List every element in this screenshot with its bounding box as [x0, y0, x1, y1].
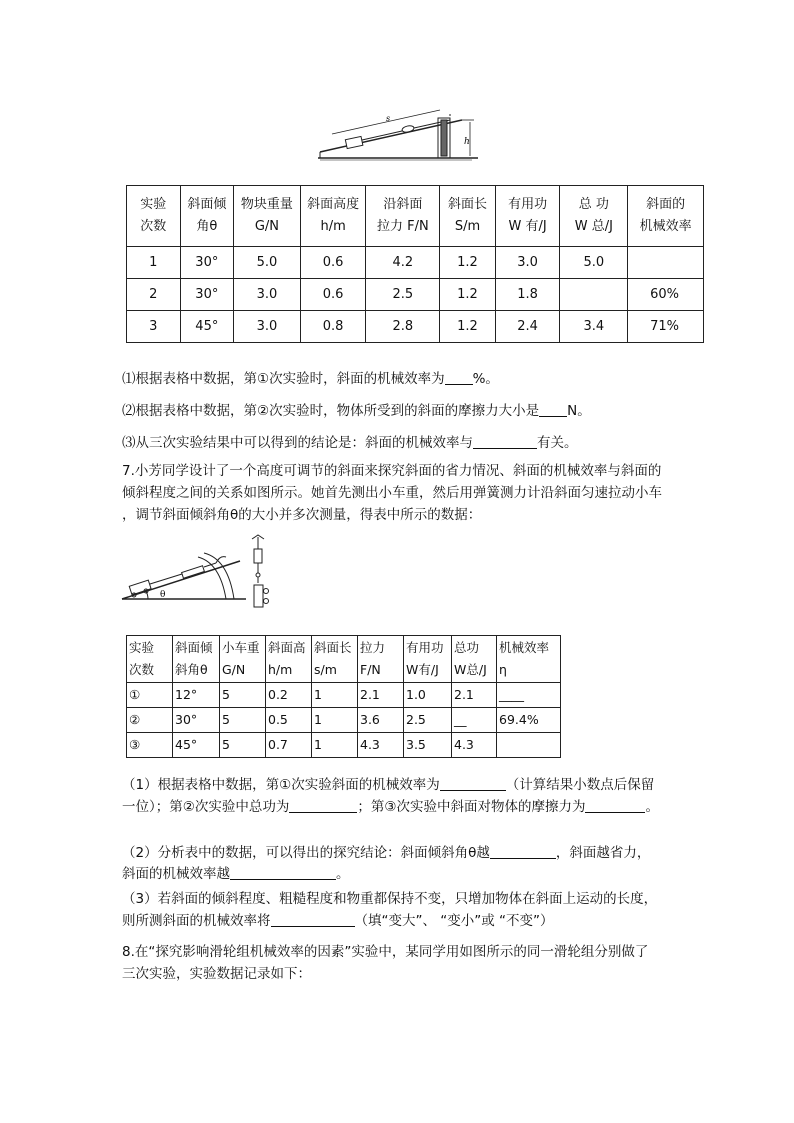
header-cell: 有用功 W有/J — [404, 636, 452, 683]
header-cell: 有用功 W 有/J — [495, 186, 560, 247]
label-h: h — [464, 137, 470, 147]
answer-blank[interactable] — [440, 776, 506, 791]
table-row: ③ 45° 5 0.7 1 4.3 3.5 4.3 — [127, 733, 561, 758]
table-header-row — [127, 636, 561, 683]
header-cell: 总 功 W 总/J — [560, 186, 628, 247]
incline-figure-2 — [120, 533, 280, 615]
header-cell: 斜面高 h/m — [266, 636, 312, 683]
header-cell: 沿斜面 拉力 F/N — [366, 186, 440, 247]
header-cell: 机械效率 η — [497, 636, 561, 683]
angle-theta-label: θ — [160, 590, 166, 600]
q8-intro: 8.在“探究影响滑轮组机械效率的因素”实验中，某同学用如图所示的同一滑轮组分别做了 三次实验，实验数据记录如下： — [122, 944, 649, 982]
header-cell: 斜面的 机械效率 — [628, 186, 704, 247]
header-cell: 斜面长 S/m — [440, 186, 496, 247]
table-row: ② 30° 5 0.5 1 3.6 2.5 __ 69.4% — [127, 708, 561, 733]
table-row: 1 30° 5.0 0.6 4.2 1.2 3.0 5.0 — [127, 247, 704, 279]
header-cell: 实验 次数 — [127, 186, 181, 247]
answer-blank[interactable] — [445, 370, 473, 385]
answer-blank[interactable] — [490, 844, 556, 859]
answer-blank[interactable] — [539, 402, 567, 417]
header-cell: 斜面倾 斜角θ — [173, 636, 220, 683]
header-cell: 实验 次数 — [127, 636, 173, 683]
answer-blank[interactable] — [271, 912, 355, 927]
q7-sub1-line1: （1）根据表格中数据，第①次实验斜面的机械效率为 （计算结果小数点后保留 — [122, 777, 655, 793]
header-cell: 物块重量 G/N — [234, 186, 301, 247]
header-cell: 斜面倾 角θ — [180, 186, 234, 247]
q7-sub2-line2: 斜面的机械效率越 。 — [122, 866, 350, 882]
q7-intro: 7.小芳同学设计了一个高度可调节的斜面来探究斜面的省力情况、斜面的机械效率与斜面的 倾斜程度之间的关系如图所示。她首先测出小车重，然后用弹簧测力计沿斜面匀速拉动小车 ，调节斜面倾斜角θ的大小并多次测量，得表中所示的数据： — [122, 463, 662, 523]
answer-blank[interactable] — [585, 798, 645, 813]
label-s: s — [386, 114, 391, 123]
header-cell: 总功 W总/J — [452, 636, 497, 683]
incline-figure-1 — [312, 104, 484, 166]
header-cell: 斜面高度 h/m — [300, 186, 366, 247]
q7-sub3-line2: 则所测斜面的机械效率将 （填“变大”、 “变小”或 “不变”） — [122, 913, 554, 929]
answer-blank[interactable] — [230, 865, 336, 880]
header-cell: 小车重 G/N — [220, 636, 266, 683]
experiment-table-2 — [126, 635, 561, 758]
q1-part2: ⑵根据表格中数据，第②次实验时，物体所受到的斜面的摩擦力大小是 N。 — [122, 403, 591, 419]
q7-sub1-line2: 一位）；第②次实验中总功为 ；第③次实验中斜面对物体的摩擦力为 。 — [122, 799, 659, 815]
answer-blank[interactable] — [473, 434, 537, 449]
experiment-table-1 — [126, 185, 704, 343]
table-row: 2 30° 3.0 0.6 2.5 1.2 1.8 60% — [127, 279, 704, 311]
header-cell: 斜面长 s/m — [312, 636, 358, 683]
q1-part1: ⑴根据表格中数据，第①次实验时，斜面的机械效率为 %。 — [122, 371, 499, 387]
q7-sub2-line1: （2）分析表中的数据，可以得出的探究结论：斜面倾斜角θ越 ，斜面越省力， — [122, 845, 651, 861]
table-row: 3 45° 3.0 0.8 2.8 1.2 2.4 3.4 71% — [127, 311, 704, 343]
answer-blank[interactable] — [289, 798, 357, 813]
q7-sub3-line1: （3）若斜面的倾斜程度、粗糙程度和物重都保持不变，只增加物体在斜面上运动的长度， — [122, 891, 658, 907]
q1-part3: ⑶从三次实验结果中可以得到的结论是：斜面的机械效率与 有关。 — [122, 435, 578, 451]
table-row: ① 12° 5 0.2 1 2.1 1.0 2.1 ____ — [127, 683, 561, 708]
table-header-row — [127, 186, 704, 247]
header-cell: 拉力 F/N — [358, 636, 404, 683]
